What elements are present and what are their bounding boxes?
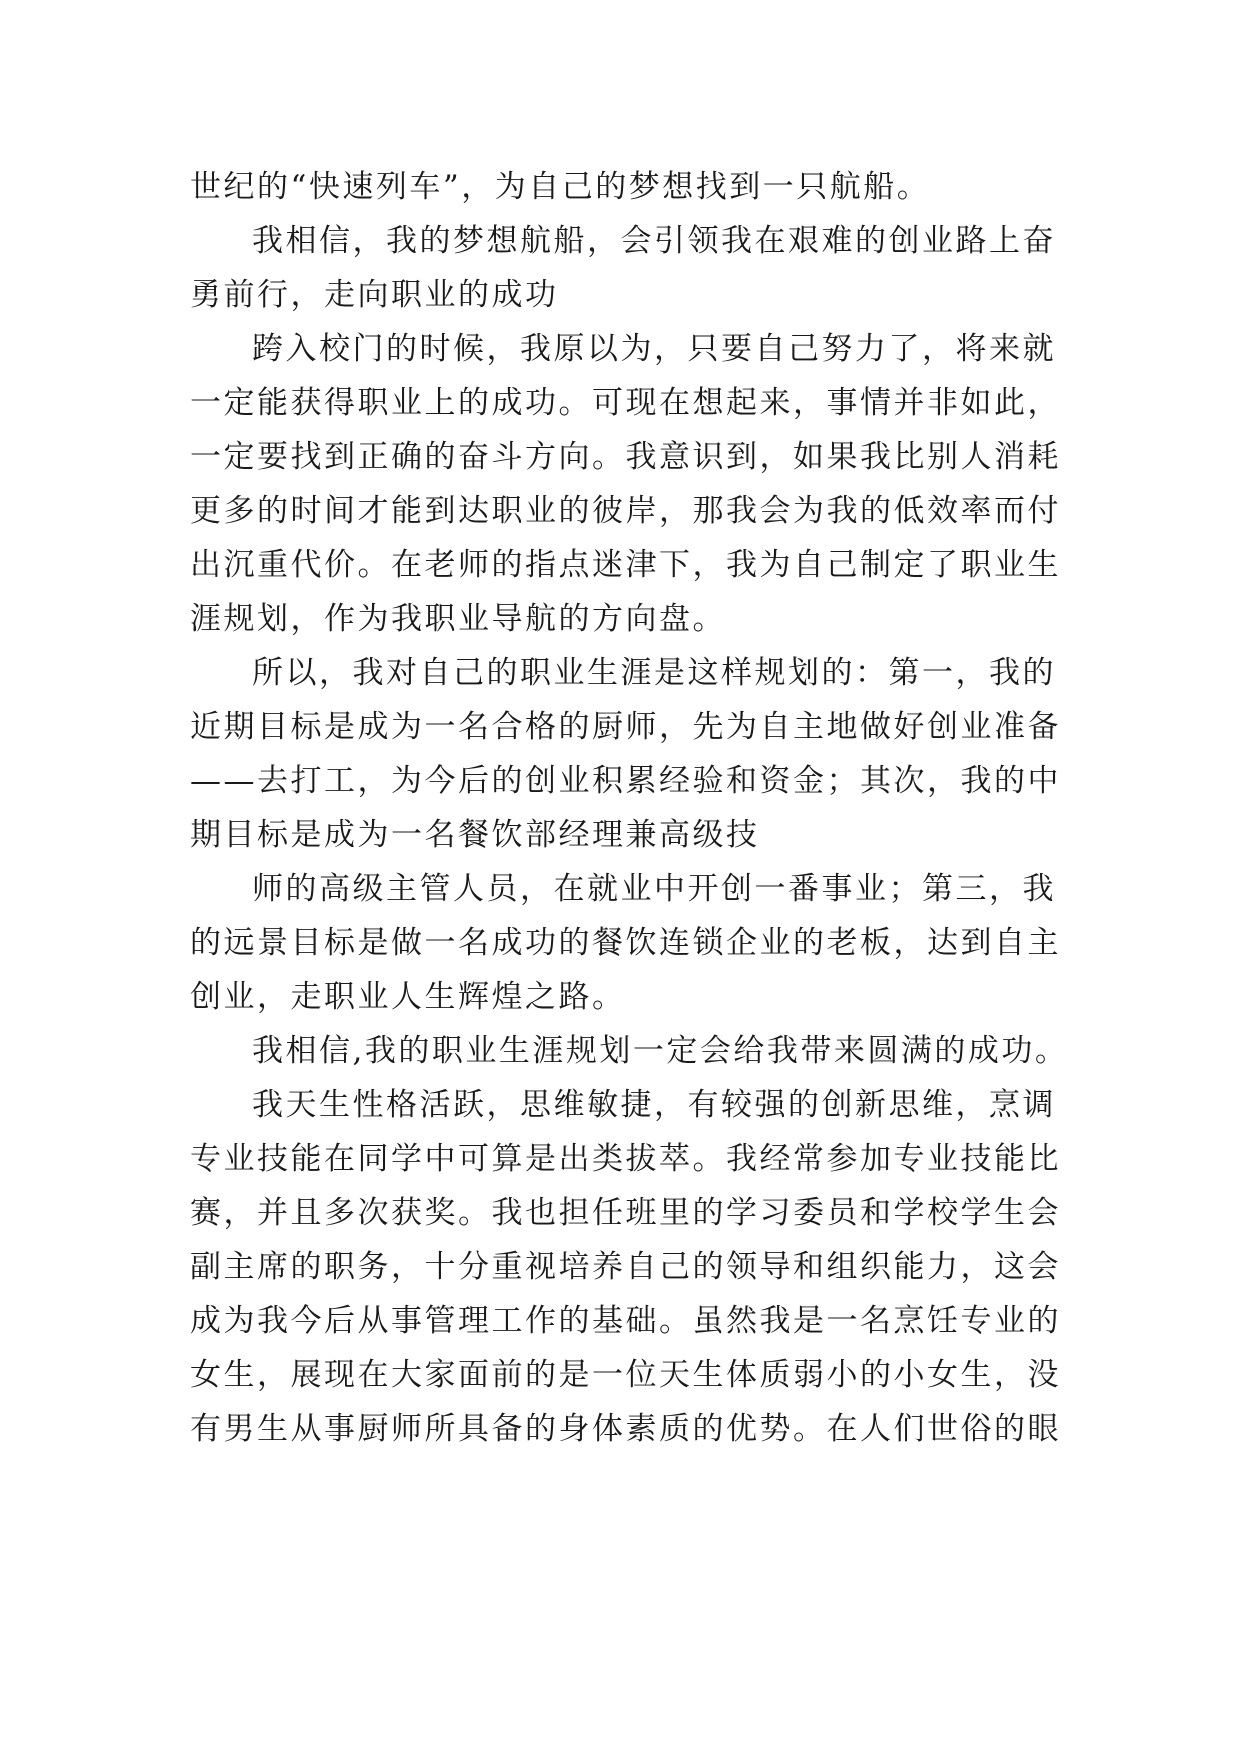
text-line: 跨入校门的时候，我原以为，只要自己努力了，将来就: [252, 331, 1056, 367]
text-line: 期目标是成为一名餐饮部经理兼高级技: [190, 817, 760, 853]
text-line: 涯规划，作为我职业导航的方向盘。: [190, 601, 726, 637]
text-line: 所以，我对自己的职业生涯是这样规划的：第一，我的: [252, 655, 1056, 691]
text-line: 的远景目标是做一名成功的餐饮连锁企业的老板，达到自主: [190, 925, 1061, 961]
text-line: 一定能获得职业上的成功。可现在想起来，事情并非如此，: [190, 385, 1061, 421]
text-line: 女生，展现在大家面前的是一位天生体质弱小的小女生，没: [190, 1357, 1061, 1393]
text-line: 创业，走职业人生辉煌之路。: [190, 979, 626, 1015]
text-line: 世纪的“快速列车”，为自己的梦想找到一只航船。: [190, 169, 931, 205]
text-line: 出沉重代价。在老师的指点迷津下，我为自己制定了职业生: [190, 547, 1061, 583]
text-line: ——去打工，为今后的创业积累经验和资金；其次，我的中: [190, 763, 1061, 799]
body-text: [190, 160, 1069, 1456]
text-line: 我天生性格活跃，思维敏捷，有较强的创新思维，烹调: [252, 1087, 1056, 1123]
text-line: 更多的时间才能到达职业的彼岸，那我会为我的低效率而付: [190, 493, 1061, 529]
text-line: 一定要找到正确的奋斗方向。我意识到，如果我比别人消耗: [190, 439, 1061, 475]
text-line: 赛，并且多次获奖。我也担任班里的学习委员和学校学生会: [190, 1195, 1061, 1231]
text-line: 我相信,我的职业生涯规划一定会给我带来圆满的成功。: [252, 1033, 1069, 1069]
text-line: 勇前行，走向职业的成功: [190, 277, 559, 313]
text-line: 专业技能在同学中可算是出类拔萃。我经常参加专业技能比: [190, 1141, 1061, 1177]
text-line: 师的高级主管人员，在就业中开创一番事业；第三，我: [252, 871, 1056, 907]
text-line: 我相信，我的梦想航船，会引领我在艰难的创业路上奋: [252, 223, 1056, 259]
text-line: 有男生从事厨师所具备的身体素质的优势。在人们世俗的眼: [190, 1411, 1061, 1447]
text-line: 成为我今后从事管理工作的基础。虽然我是一名烹饪专业的: [190, 1303, 1061, 1339]
text-line: 副主席的职务，十分重视培养自己的领导和组织能力，这会: [190, 1249, 1061, 1285]
text-line: 近期目标是成为一名合格的厨师，先为自主地做好创业准备: [190, 709, 1061, 745]
